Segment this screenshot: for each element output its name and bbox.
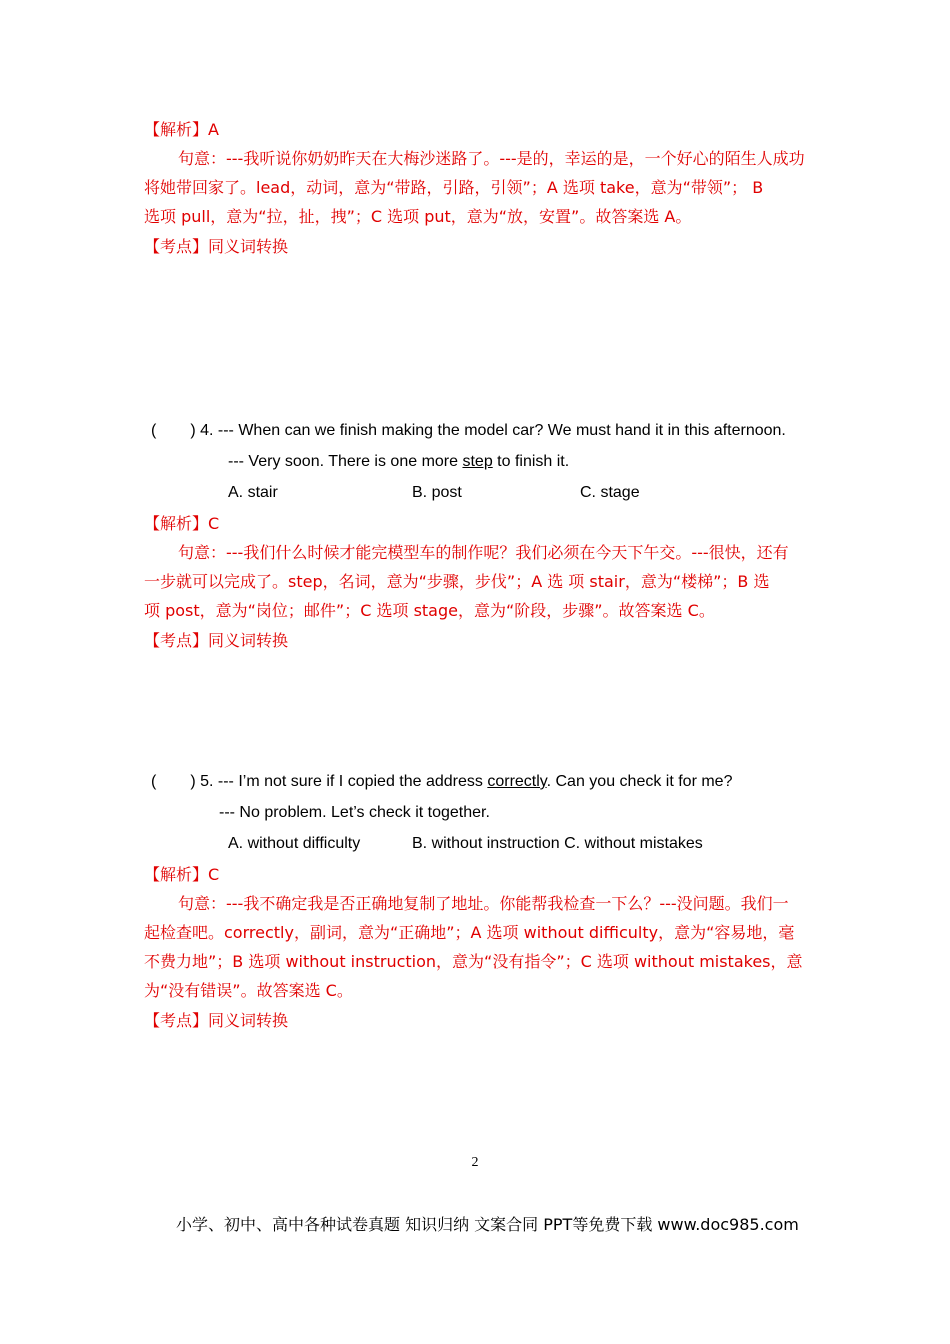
q5-option-bc[interactable]: B. without instruction C. without mistakes [412, 835, 703, 852]
q3-explanation-line-1: 句意：---我听说你奶奶昨天在大梅沙迷路了。---是的，幸运的是，一个好心的陌生人成功 [178, 149, 805, 168]
q5-underlined-word: correctly [487, 773, 547, 790]
q4-option-b[interactable]: B. post [412, 484, 462, 501]
q4-answer-paren-open: ( [151, 422, 157, 439]
q5-explanation-line-1: 句意：---我不确定我是否正确地复制了地址。你能帮我检查一下么？---没问题。我们一 [178, 894, 789, 913]
q5-answer-paren-open: ( [151, 773, 157, 790]
q5-analysis-label: 【解析】C [144, 865, 220, 884]
q5-explanation-line-2: 起检查吧。correctly，副词，意为“正确地”；A 选项 without difficulty，意为“容易地，毫 [144, 923, 795, 942]
q5-explanation-line-4: 为“没有错误”。故答案选 C。 [144, 981, 353, 1000]
q4-analysis-label: 【解析】C [144, 514, 220, 533]
q3-analysis-label: 【解析】A [144, 120, 219, 139]
q5-explanation-line-3: 不费力地”；B 选项 without instruction，意为“没有指令”；C 选项 without mistakes，意 [144, 952, 803, 971]
q5-stem-after: . Can you check it for me? [546, 773, 733, 790]
page-number: 2 [471, 1155, 479, 1170]
q3-kaodian: 【考点】同义词转换 [144, 237, 289, 256]
q5-option-a[interactable]: A. without difficulty [228, 835, 361, 852]
q5-reply: --- No problem. Let’s check it together. [219, 804, 490, 821]
q4-reply-after: to finish it. [492, 453, 570, 470]
q4-explanation-line-3: 项 post，意为“岗位；邮件”；C 选项 stage，意为“阶段，步骤”。故答案选 C。 [144, 601, 715, 620]
q4-underlined-word: step [462, 453, 493, 470]
q5-stem [151, 772, 732, 792]
q5-answer-paren-close: ) [190, 773, 196, 790]
q4-explanation-line-2: 一步就可以完成了。step，名词，意为“步骤，步伐”；A 选 项 stair，意为“楼梯”；B 选 [144, 572, 770, 591]
q5-kaodian: 【考点】同义词转换 [144, 1011, 289, 1030]
q4-stem-text: 4. --- When can we finish making the model car? We must hand it in this afternoon. [195, 422, 786, 439]
q5-stem-before: 5. --- I’m not sure if I copied the address [195, 773, 488, 790]
q3-explanation-line-3: 选项 pull，意为“拉，扯，拽”；C 选项 put，意为“放，安置”。故答案选 A。 [144, 207, 692, 226]
q4-reply [228, 452, 569, 472]
q4-explanation-line-1: 句意：---我们什么时候才能完模型车的制作呢？我们必须在今天下午交。---很快，还有 [178, 543, 789, 562]
q4-answer-paren-close: ) [190, 422, 196, 439]
footer-promo: 小学、初中、高中各种试卷真题 知识归纳 文案合同 PPT等免费下载 www.doc985.com [176, 1215, 799, 1234]
q4-kaodian: 【考点】同义词转换 [144, 631, 289, 650]
q4-reply-before: --- Very soon. There is one more [228, 453, 463, 470]
q3-explanation-line-2: 将她带回家了。lead，动词，意为“带路，引路，引领”；A 选项 take，意为“带领”； B [144, 178, 764, 197]
q4-option-a[interactable]: A. stair [228, 484, 278, 501]
q4-option-c[interactable]: C. stage [580, 484, 640, 501]
q4-stem [151, 421, 786, 441]
